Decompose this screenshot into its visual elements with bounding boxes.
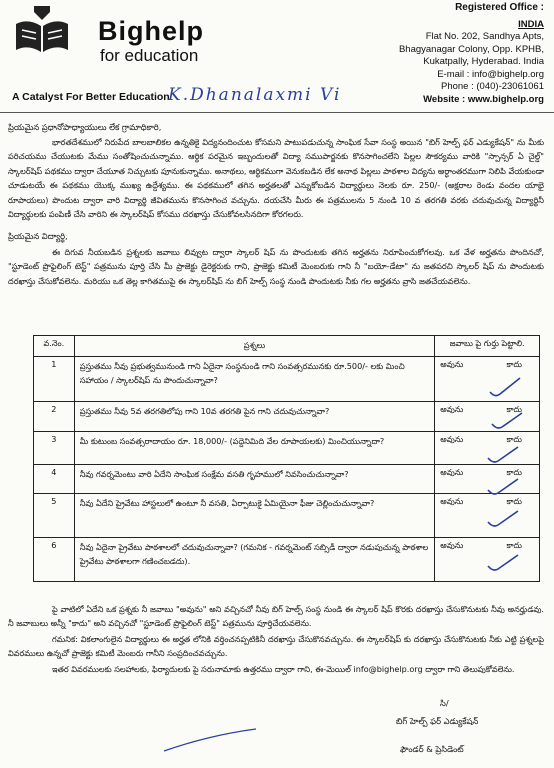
- column-header-number: వ.నెం.: [34, 336, 75, 357]
- salutation-headmaster: ప్రియమైన ప్రధానోపాధ్యాయులు లేక గ్రామాధికారి,: [8, 122, 162, 132]
- check-mark-icon: [486, 476, 520, 500]
- table-row: [34, 465, 540, 494]
- question-text: ప్రస్తుతము నీవు 5వ తరగతిలోపు గాని 10వ తరగతి పైన గాని చదువుచున్నావా?: [74, 402, 435, 432]
- row-number: 6: [34, 538, 75, 582]
- salutation-student: ప్రియమైన విద్యార్థి,: [8, 231, 68, 241]
- column-header-answer: జవాబు పై గుర్తు పెట్టాలి.: [435, 336, 540, 357]
- pen-stroke: [160, 725, 260, 755]
- table-header-row: [34, 336, 540, 357]
- table-row: [34, 357, 540, 402]
- answer-no[interactable]: కాదు: [506, 434, 522, 444]
- eligibility-table: [33, 335, 540, 582]
- address-email: E-mail : info@bighelp.org: [437, 68, 544, 80]
- answer-yes[interactable]: అవును: [440, 496, 464, 506]
- table-row: [34, 402, 540, 432]
- paragraph-eligibility-note: పై వాటిలో ఏదేని ఒక ప్రశ్నకు నీ జవాబు "అవును" అని వచ్చినచో నీవు బిగ్ హెల్ప్ సంస్థ నుండి ఈ స్కాలర్ షిప్ కొరకు దరఖాస్తు చేసుకొనుటకు నీవు అనర్హుడవు. నీ జవాబులు అన్నీ "కాదు" అని వచ్చినచో "స్టూడెంట్ ప్రొఫైలింగ్ టెస్ట్" పత్రమును పూర్తిచేయవలెను.: [8, 604, 544, 629]
- question-text: ప్రస్తుతము నీవు ప్రభుత్వమునుండి గాని ఏదైనా సంస్థనుండి గాని సంవత్సరమునకు రూ.500/- లకు మించి సహాయం / స్కాలర్‌షిప్ ను పొందుచున్నావా?: [74, 357, 435, 402]
- check-mark-icon: [486, 444, 520, 468]
- row-number: 3: [34, 432, 75, 465]
- header-divider: [0, 112, 554, 113]
- brand-subtitle: for education: [100, 46, 199, 65]
- paragraph-contact: ఇతర వివరములకు సలహాలకు, ఫిర్యాదులకు పై సరునామాకు ఉత్తరము ద్వారా గాని, ఈ-మెయిల్ info@bighelp.org ద్వారా గాని తెలుపుకోవలెను.: [52, 664, 515, 674]
- answer-yes[interactable]: అవును: [440, 359, 464, 369]
- table-row: [34, 494, 540, 538]
- registered-office-heading: Registered Office :: [455, 2, 544, 13]
- address-website: Website : www.bighelp.org: [423, 93, 544, 105]
- answer-yes[interactable]: అవును: [440, 404, 464, 414]
- answer-yes[interactable]: అవును: [440, 434, 464, 444]
- answer-no[interactable]: కాదు: [506, 540, 522, 550]
- check-mark-icon: [486, 552, 520, 576]
- question-text: నీవు ఏదైనా ప్రైవేటు పాఠశాలలో చదువుచున్నావా? (గమనిక - గవర్నమెంట్ సబ్సిడీ ద్వారా నడుపుచున్న పాఠశాల ప్రైవేటు పాఠశాలగా గణించబడదు).: [74, 538, 435, 582]
- row-number: 2: [34, 402, 75, 432]
- table-row: [34, 538, 540, 582]
- row-number: 5: [34, 494, 75, 538]
- answer-no[interactable]: కాదు: [506, 359, 522, 369]
- check-mark-icon: [490, 410, 524, 434]
- check-mark-icon: [486, 508, 520, 532]
- answer-no[interactable]: కాదు: [506, 467, 522, 477]
- question-text: మీ కుటుంబ సంవత్సరాదాయం రూ. 18,000/- (పద్దెనిమిది వేల రూపాయలకు) మించియున్నాదా?: [74, 432, 435, 465]
- tagline: A Catalyst For Better Education: [12, 91, 170, 103]
- signature-organisation: బిగ్ హెల్ప్ ఫర్ ఎడ్యుకేషన్: [396, 716, 479, 726]
- table-row: [34, 432, 540, 465]
- answer-no[interactable]: కాదు: [506, 404, 522, 414]
- row-number: 4: [34, 465, 75, 494]
- address-phone: Phone : (040)-23061061: [441, 81, 544, 92]
- address-line: Flat No. 202, Sandhya Apts,: [425, 31, 544, 42]
- address-country: INDIA: [518, 18, 544, 30]
- check-mark-icon: [488, 376, 522, 400]
- paragraph-disability-note: గమనిక: వికలాంగులైన విద్యార్థులు ఈ అర్హత లోనికి వర్తించనప్పటికినీ దరఖాస్తు చేసుకొనవచ్చును. ఈ స్కాలర్‌షిప్ కు దరఖాస్తు చేసుకొనుటకు నీకు ఎట్టి ప్రశ్నలపై వివరములు ఉన్నచో ప్రాజెక్టు కమిటీ మెంబరు గానీని సంప్రదించవచ్చును.: [8, 634, 544, 659]
- question-text: నీవు గవర్నమెంటు వారి ఏదేని సాంఘిక సంక్షేమ వసతి గృహములో నివసించుచున్నావా?: [74, 465, 435, 494]
- address-line: Bhagyanagar Colony, Opp. KPHB,: [398, 43, 544, 55]
- address-block: [314, 2, 544, 106]
- question-text: నీవు ఏదేని ప్రైవేటు హాస్టలులో ఉంటూ నీ వసతి, ఏర్పాటుకై ఏమియైనా ఫీజు చెల్లించుచున్నావా?: [74, 494, 435, 538]
- row-number: 1: [34, 357, 75, 402]
- signature-title: ఫౌండర్ & ప్రెసిడెంట్: [400, 744, 464, 754]
- paragraph-instructions: ఈ దిగువ నీయబడిన ప్రశ్నలకు జవాబు లివ్వుట ద్వారా స్కాలర్ షిప్ ను పొందుటకు తగిన అర్హతను నిరూపించుకోగలవు. ఒక వేళ అర్హతను పొందినచో, "స్టూడెంట్ ప్రొఫైలింగ్ టెస్ట్" పత్రమును పూర్తి చేసి మీ ప్రాజెక్టు డైరెక్టరుకు గాని, ప్రాజెక్టు కమిటీ మెంబరుకు గాని నీ "బయో-డేటా" ను జతపరచి స్కాలర్ షిప్ ను పొందుటకు దరఖాస్తు చేసుకోవలెను. మరియు ఒక తెల్ల కాగితముపై ఈ స్కాలర్‌షిప్ ను బిగ్ హెల్ప్ సంస్థ నుండి పొందుటకు నీకు గల అర్హతను వ్రాసి జతచేయవలెను.: [8, 247, 544, 286]
- address-line: Kukatpally, Hyderabad. India: [423, 56, 544, 67]
- answer-no[interactable]: కాదు: [506, 496, 522, 506]
- answer-yes[interactable]: అవును: [440, 467, 464, 477]
- paragraph-intro: భారతదేశములో నిరుపేద బాలబాలికల ఉన్నతికై విద్యనందించుట కోసమని పాటుపడుచున్న సాంఘిక సేవా సంస్థ అయిన "బిగ్ హెల్ప్ ఫర్ ఎడ్యుకేషన్" ను మీకు పరిచయము చేయుటకు మేము సంతోషించుచున్నాము. ఆర్థిక పరమైన ఇబ్బందులతో విద్యా సముపార్జనకు కొనసాగించలేని పిల్లల సౌకర్యము వారికి "స్పాన్సర్ ఏ చైల్డ్" స్కాలర్‌షిప్ పథకము ద్వారా చేయూత నిచ్చుటకు పూనుకున్నాము. అనాథలు, ఆర్థికముగా వెనుకబడిన లేక అనాథ పిల్లలు పాఠశాల విద్యను అర్ధాంతరముగా నిలిపి వేయకుండా చూడుటయే ఈ పథకము యొక్క ముఖ్య ఉద్దేశ్యము. ఈ పథకములో తగిన అర్హతలతో ఎన్నుకోబడిన విద్యార్థులు నెలకు రూ. 250/- (అక్షరాల రెండు వందల యాభై రూపాయలు) పొందుట ద్వారా వారి విద్యార్థి జీవితమును కొనసాగించ వచ్చును. దయచేసి మీరు ఈ పత్రములను 5 నుండి 10 వ తరగతి వరకు చదువుచున్న విద్యార్థినీ విద్యార్థులకు పంపిణీ చేసి వారిని ఈ స్కాలర్‌షిప్ కోసము దరఖాస్తు చేసుకోవలసినదిగా కోరగలరు.: [8, 137, 544, 220]
- book-pencil-logo-icon: [12, 6, 72, 56]
- handwritten-name: K.Dhanalaxmi Vi: [168, 85, 342, 105]
- column-header-questions: ప్రశ్నలు: [74, 336, 435, 357]
- brand-name: Bighelp: [98, 16, 204, 46]
- signature-mark: సి/: [440, 698, 449, 708]
- answer-yes[interactable]: అవును: [440, 540, 464, 550]
